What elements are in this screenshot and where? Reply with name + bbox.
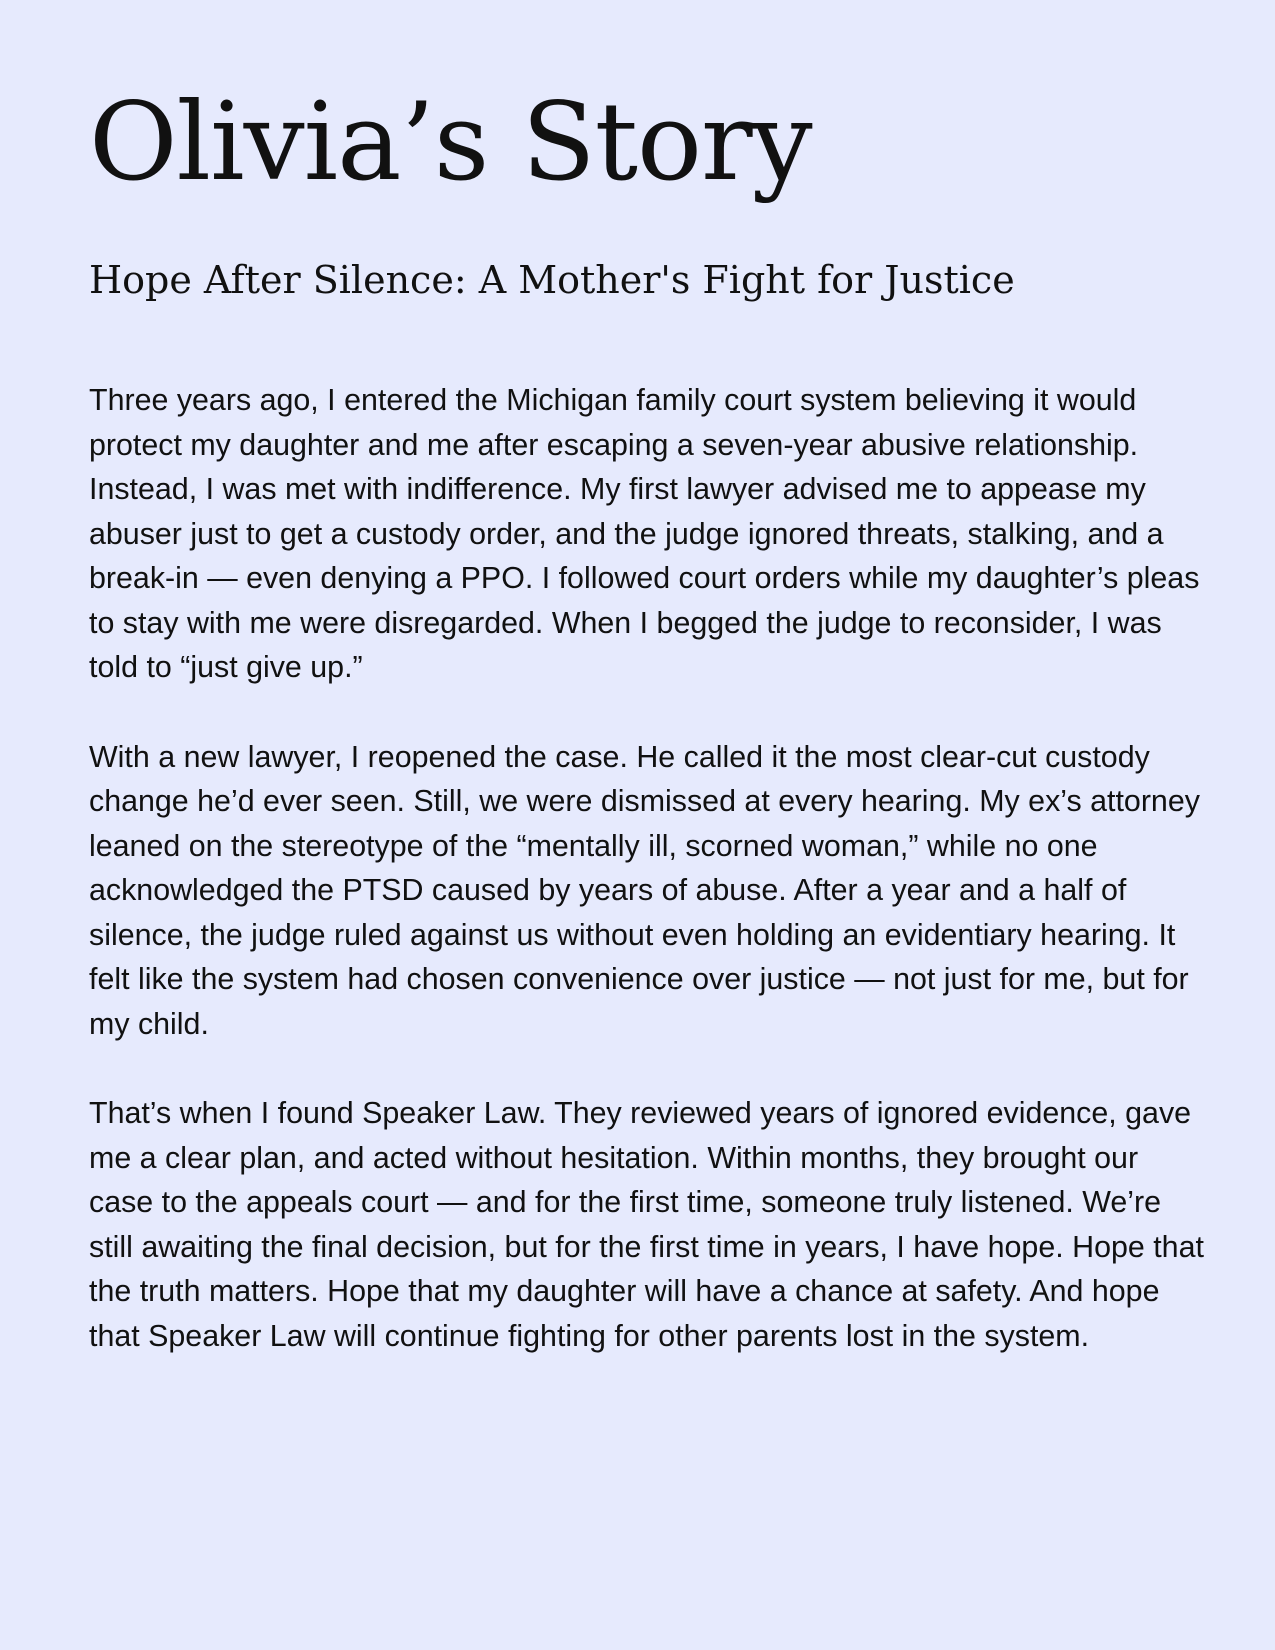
story-paragraph: With a new lawyer, I reopened the case. He called it the most clear-cut custody change he’d ever seen. Still, we were dismissed at every hearing. My ex’s attorney leaned on the stereotype of the “mentally ill, scorned woman,” while no one acknowledged the PTSD caused by years of abuse. After a year and a half of silence, the judge ruled against us without even holding an evidentiary hearing. It felt like the system had chosen convenience over justice — not just for me, but for my child. bbox=[89, 739, 1200, 1041]
story-body bbox=[89, 378, 1209, 1358]
story-paragraph: That’s when I found Speaker Law. They reviewed years of ignored evidence, gave me a clear plan, and acted without hesitation. Within months, they brought our case to the appeals court — and for the first time, someone truly listened. We’re still awaiting the final decision, but for the first time in years, I have hope. Hope that the truth matters. Hope that my daughter will have a chance at safety. And hope that Speaker Law will continue fighting for other parents lost in the system. bbox=[89, 1096, 1204, 1353]
page-subtitle: Hope After Silence: A Mother's Fight for Justice bbox=[89, 258, 1015, 302]
page-title: Olivia’s Story bbox=[89, 80, 812, 205]
story-paragraph: Three years ago, I entered the Michigan family court system believing it would protect my daughter and me after escaping a seven-year abusive relationship. Instead, I was met with indifference. My first lawyer advised me to appease my abuser just to get a custody order, and the judge ignored threats, stalking, and a break-in — even denying a PPO. I followed court orders while my daughter’s pleas to stay with me were disregarded. When I begged the judge to reconsider, I was told to “just give up.” bbox=[89, 383, 1200, 684]
